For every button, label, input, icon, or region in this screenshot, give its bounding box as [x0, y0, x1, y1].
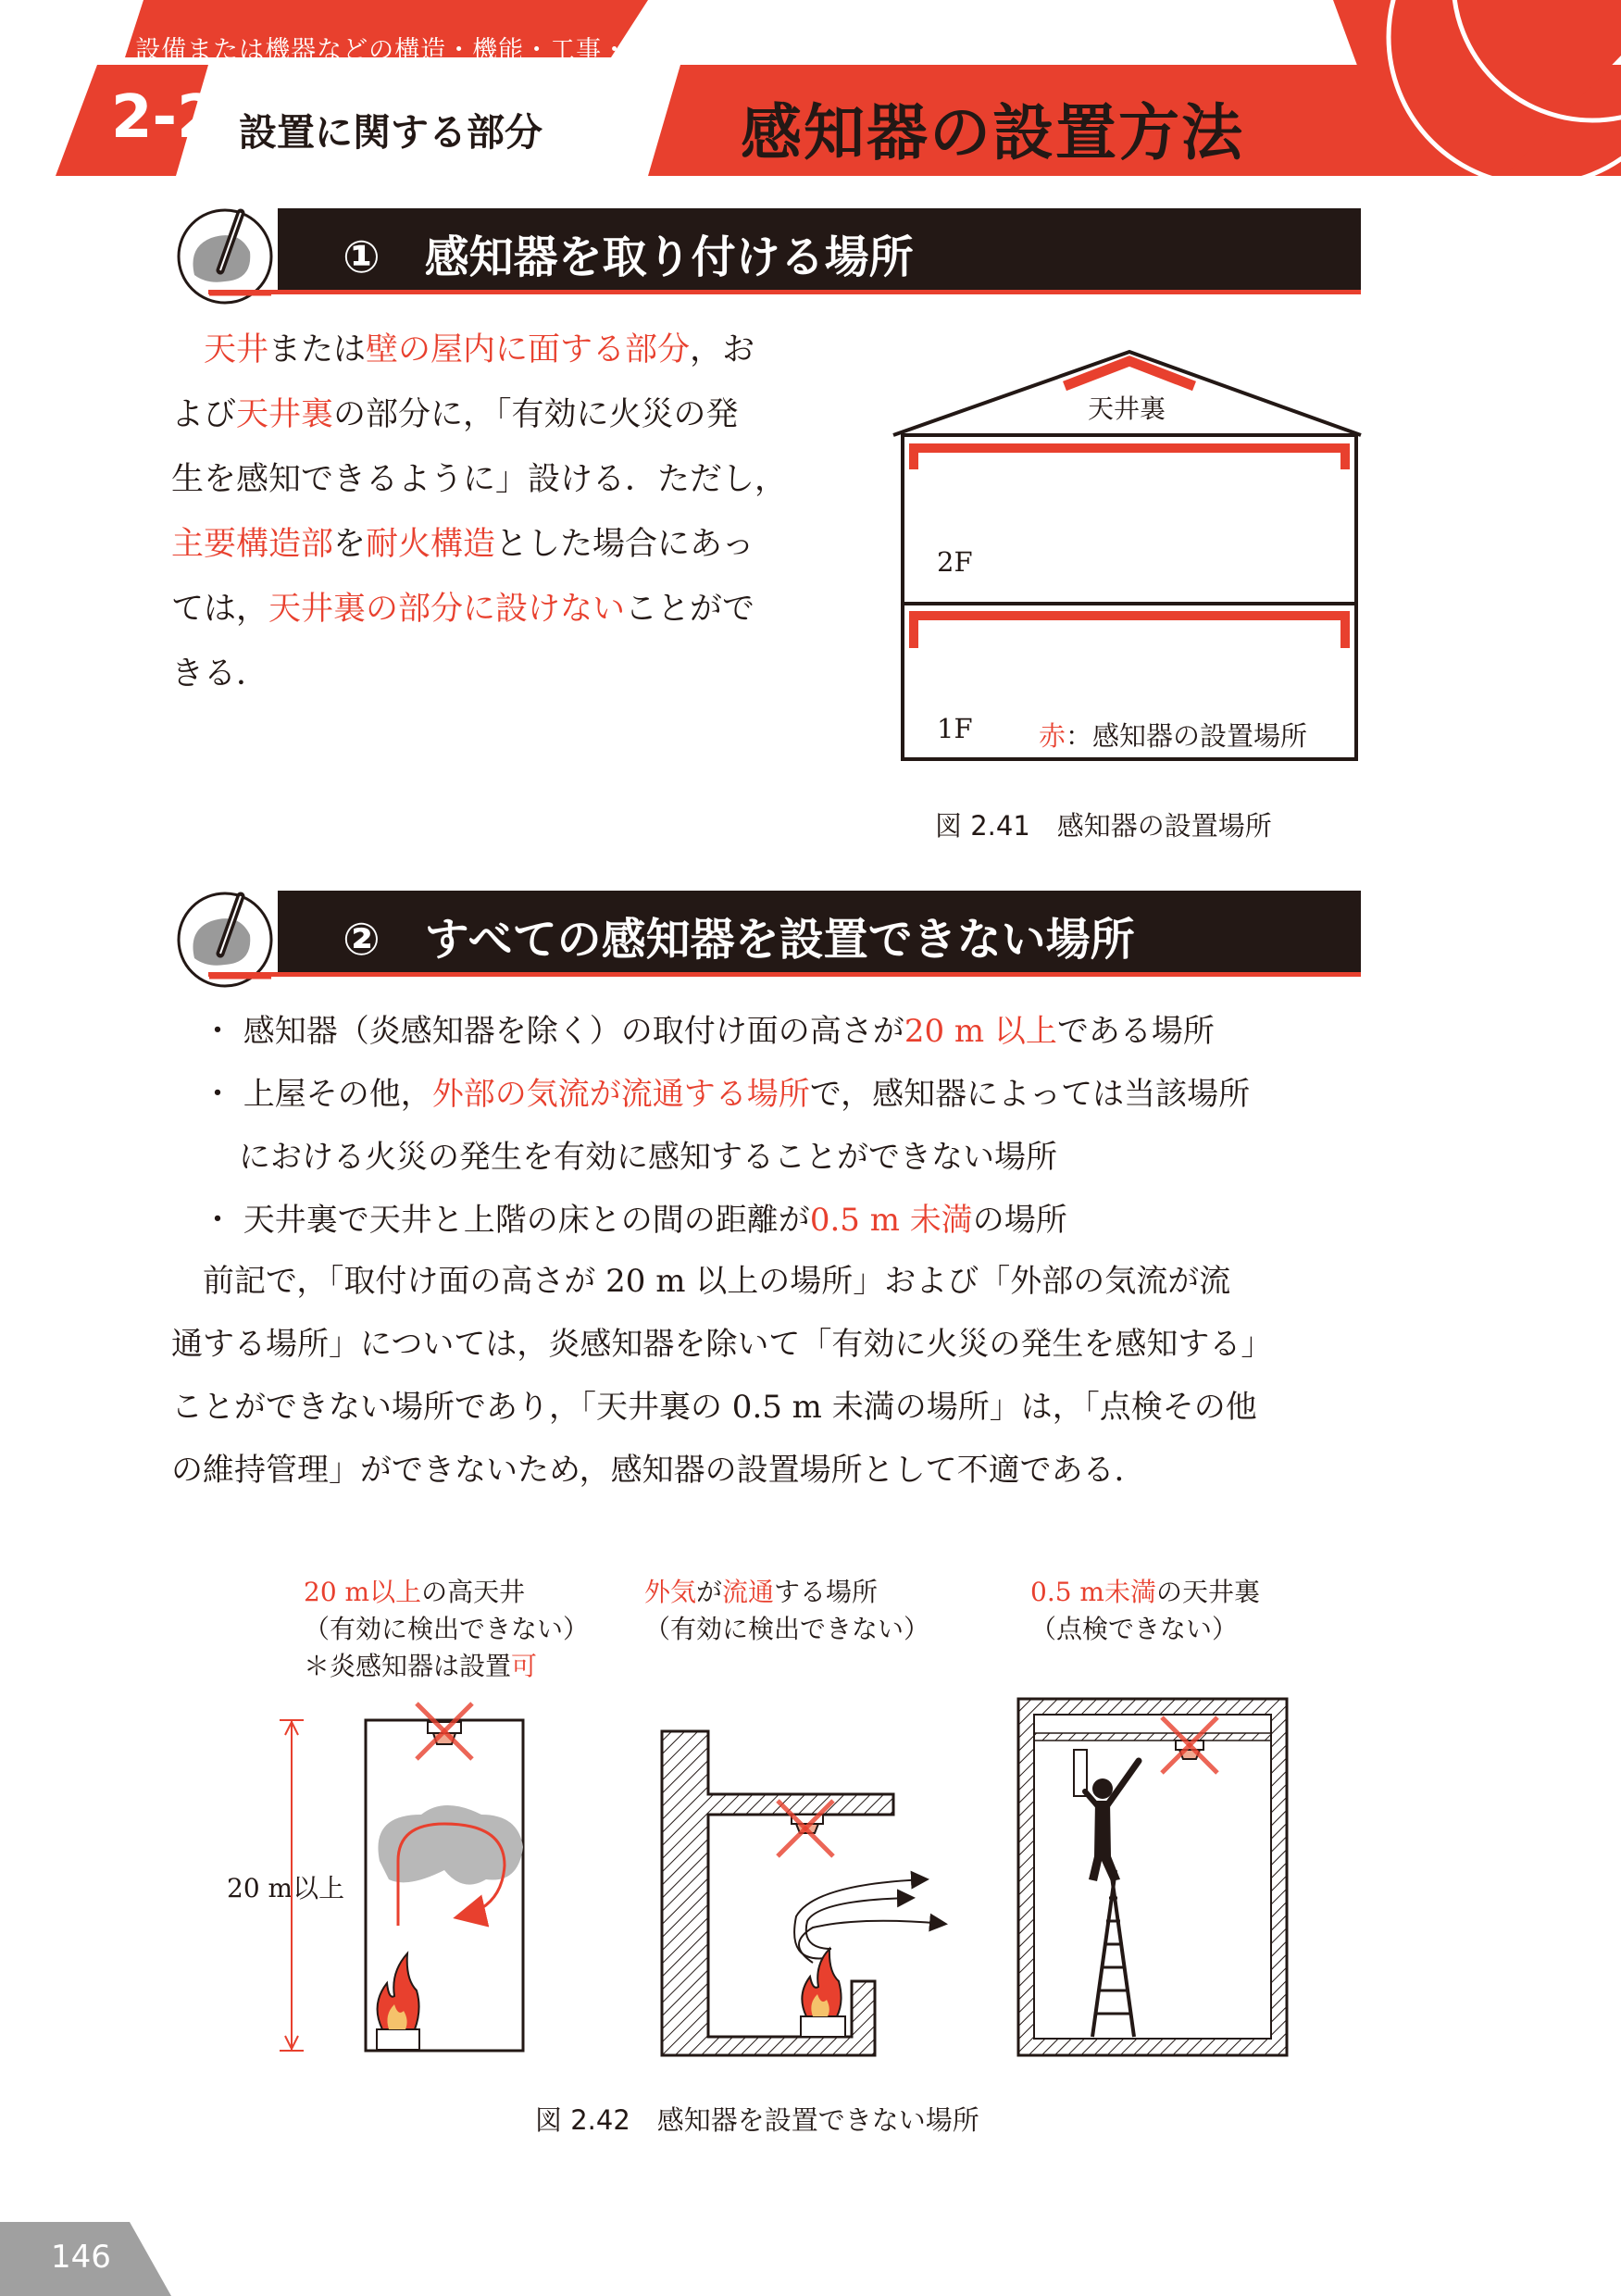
height-label: 20 m以上 — [227, 1873, 345, 1903]
figure42-caption: 図 2.42 感知器を設置できない場所 — [535, 2104, 979, 2136]
section-number: 2-2 — [111, 83, 218, 152]
section2-bullets: ・ 感知器（炎感知器を除く）の取付け面の高さが20 m 以上である場所 ・ 上屋その他，外部の気流が流通する場所で，感知器によっては当該場所 における火災の発生を有効に感知することができない場所 ・ 天井裏で天井と上階の床との間の距離が0.5 m 未満の場所 — [202, 1000, 1368, 1252]
floor2-label: 2F — [937, 546, 973, 578]
col2-label: 外気が流通する場所 （有効に検出できない） — [644, 1577, 930, 1644]
section2-heading-underline — [208, 972, 1361, 977]
attic-label: 天井裏 — [1088, 393, 1166, 424]
page-number: 146 — [51, 2239, 111, 2276]
chapter-breadcrumb: 2 設備または機器などの構造・機能・工事・整備 — [93, 36, 680, 65]
floor1-label: 1F — [937, 713, 973, 744]
section1-heading: ① 感知器を取り付ける場所 — [343, 231, 914, 283]
col1-label: 20 m以上の高天井 （有効に検出できない） ＊炎感知器は設置可 — [304, 1577, 590, 1681]
section2-heading-bar — [278, 891, 1361, 972]
unsuitable-locations-diagram — [259, 1685, 1324, 2074]
figure41-legend: 赤：感知器の設置場所 — [1039, 720, 1308, 752]
section1-heading-bar — [278, 208, 1361, 290]
figure41-caption: 図 2.41 感知器の設置場所 — [935, 810, 1272, 842]
section1-heading-underline — [208, 290, 1361, 294]
bullet-item: ・ 上屋その他，外部の気流が流通する場所で，感知器によっては当該場所 — [202, 1076, 1251, 1113]
bullet-item: ・ 天井裏で天井と上階の床との間の距離が0.5 m 未満の場所 — [202, 1202, 1067, 1239]
col3-label: 0.5 m未満の天井裏 （点検できない） — [1030, 1577, 1260, 1644]
section2-heading: ② すべての感知器を設置できない場所 — [343, 914, 1135, 966]
section-subtitle: 設置に関する部分 — [239, 110, 542, 155]
section1-paragraph: 天井または壁の屋内に面する部分，お よび天井裏の部分に，「有効に火災の発 生を感知できるように」設ける．ただし， 主要構造部を耐火構造とした場合にあっ ては，天井裏の部分に設けないことがで きる． — [171, 331, 788, 693]
page-title: 感知器の設置方法 — [741, 97, 1244, 168]
bullet-item: ・ 感知器（炎感知器を除く）の取付け面の高さが20 m 以上である場所 — [202, 1013, 1215, 1050]
section2-paragraph: 前記で，「取付け面の高さが 20 m 以上の場所」および「外部の気流が流 通する場所」については，炎感知器を除いて「有効に火災の発生を感知する」 ことができない場所であり，「天井裏の 0.5 m 未満の場所」は，「点検その他 の維持管理」ができないため，感知器の設置場所として不適である． — [171, 1263, 1273, 1489]
